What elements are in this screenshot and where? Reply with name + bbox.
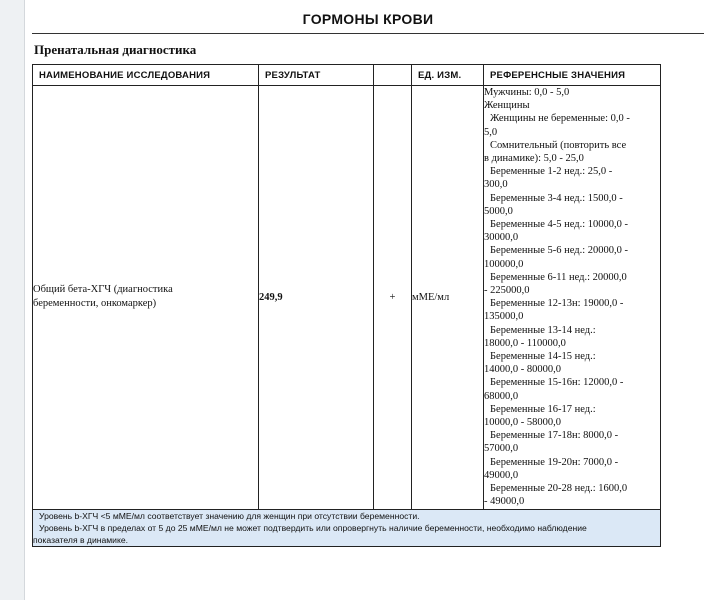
- reference-line: 100000,0: [484, 258, 524, 270]
- reference-line: Беременные 16-17 нед.:: [490, 403, 596, 415]
- reference-line: 14000,0 - 80000,0: [484, 364, 561, 376]
- reference-line: Беременные 3-4 нед.: 1500,0 -: [490, 192, 623, 204]
- table-row: [33, 86, 661, 510]
- test-name-line: Общий бета-ХГЧ (диагностика: [33, 284, 173, 296]
- page-title: ГОРМОНЫ КРОВИ: [302, 11, 434, 27]
- reference-line: 68000,0: [484, 390, 519, 402]
- reference-line: 10000,0 - 58000,0: [484, 417, 561, 429]
- note-line: Уровень b-ХГЧ в пределах от 5 до 25 мМЕ/мл не может подтвердить или опровергнуть наличие беременности, необходимо наблюдение: [39, 522, 587, 533]
- reference-line: Беременные 14-15 нед.:: [490, 351, 596, 363]
- column-header-result: РЕЗУЛЬТАТ: [259, 65, 374, 86]
- reference-line: Женщины не беременные: 0,0 -: [490, 113, 630, 125]
- column-header-name: НАИМЕНОВАНИЕ ИССЛЕДОВАНИЯ: [33, 65, 259, 86]
- note-line: Уровень b-ХГЧ <5 мМЕ/мл соответствует значению для женщин при отсутствии беременности.: [39, 510, 420, 521]
- reference-line: 135000,0: [484, 311, 524, 323]
- reference-line: Беременные 4-5 нед.: 10000,0 -: [490, 219, 629, 231]
- interpretation-note: [33, 509, 661, 546]
- reference-line: Беременные 1-2 нед.: 25,0 -: [490, 166, 613, 178]
- reference-line: - 225000,0: [484, 285, 530, 297]
- result-value: 249,9: [259, 86, 374, 510]
- reference-line: Беременные 13-14 нед.:: [490, 324, 596, 336]
- reference-line: Беременные 20-28 нед.: 1600,0: [490, 483, 628, 495]
- reference-line: Беременные 6-11 нед.: 20000,0: [490, 271, 627, 283]
- title-divider: [32, 33, 704, 34]
- note-row: [33, 509, 661, 546]
- note-line: показателя в динамике.: [33, 534, 129, 545]
- results-table: [32, 64, 661, 547]
- reference-line: Сомнительный (повторить все: [490, 139, 627, 151]
- table-header-row: [33, 65, 661, 86]
- reference-line: Беременные 17-18н: 8000,0 -: [490, 430, 619, 442]
- result-unit: мМЕ/мл: [412, 86, 484, 510]
- column-header-unit: ЕД. ИЗМ.: [412, 65, 484, 86]
- reference-line: Беременные 15-16н: 12000,0 -: [490, 377, 624, 389]
- reference-line: - 49000,0: [484, 496, 525, 508]
- reference-line: Беременные 12-13н: 19000,0 -: [490, 298, 624, 310]
- reference-line: Беременные 19-20н: 7000,0 -: [490, 456, 619, 468]
- column-header-reference: РЕФЕРЕНСНЫЕ ЗНАЧЕНИЯ: [484, 65, 661, 86]
- reference-line: 49000,0: [484, 469, 519, 481]
- reference-line: 5,0: [484, 126, 498, 138]
- result-flag: +: [374, 86, 412, 510]
- reference-line: 30000,0: [484, 232, 519, 244]
- reference-line: Женщины: [484, 100, 530, 112]
- test-name-cell: [33, 86, 259, 510]
- test-name-line: беременности, онкомаркер): [33, 298, 157, 310]
- column-header-flag: [374, 65, 412, 86]
- reference-line: 5000,0: [484, 205, 513, 217]
- reference-line: 57000,0: [484, 443, 519, 455]
- reference-values-cell: [484, 86, 661, 510]
- reference-line: Мужчины: 0,0 - 5,0: [484, 87, 570, 98]
- reference-line: Беременные 5-6 нед.: 20000,0 -: [490, 245, 629, 257]
- reference-line: 18000,0 - 110000,0: [484, 337, 566, 349]
- section-title: Пренатальная диагностика: [34, 42, 197, 57]
- reference-line: 300,0: [484, 179, 508, 191]
- reference-line: в динамике): 5,0 - 25,0: [484, 153, 584, 165]
